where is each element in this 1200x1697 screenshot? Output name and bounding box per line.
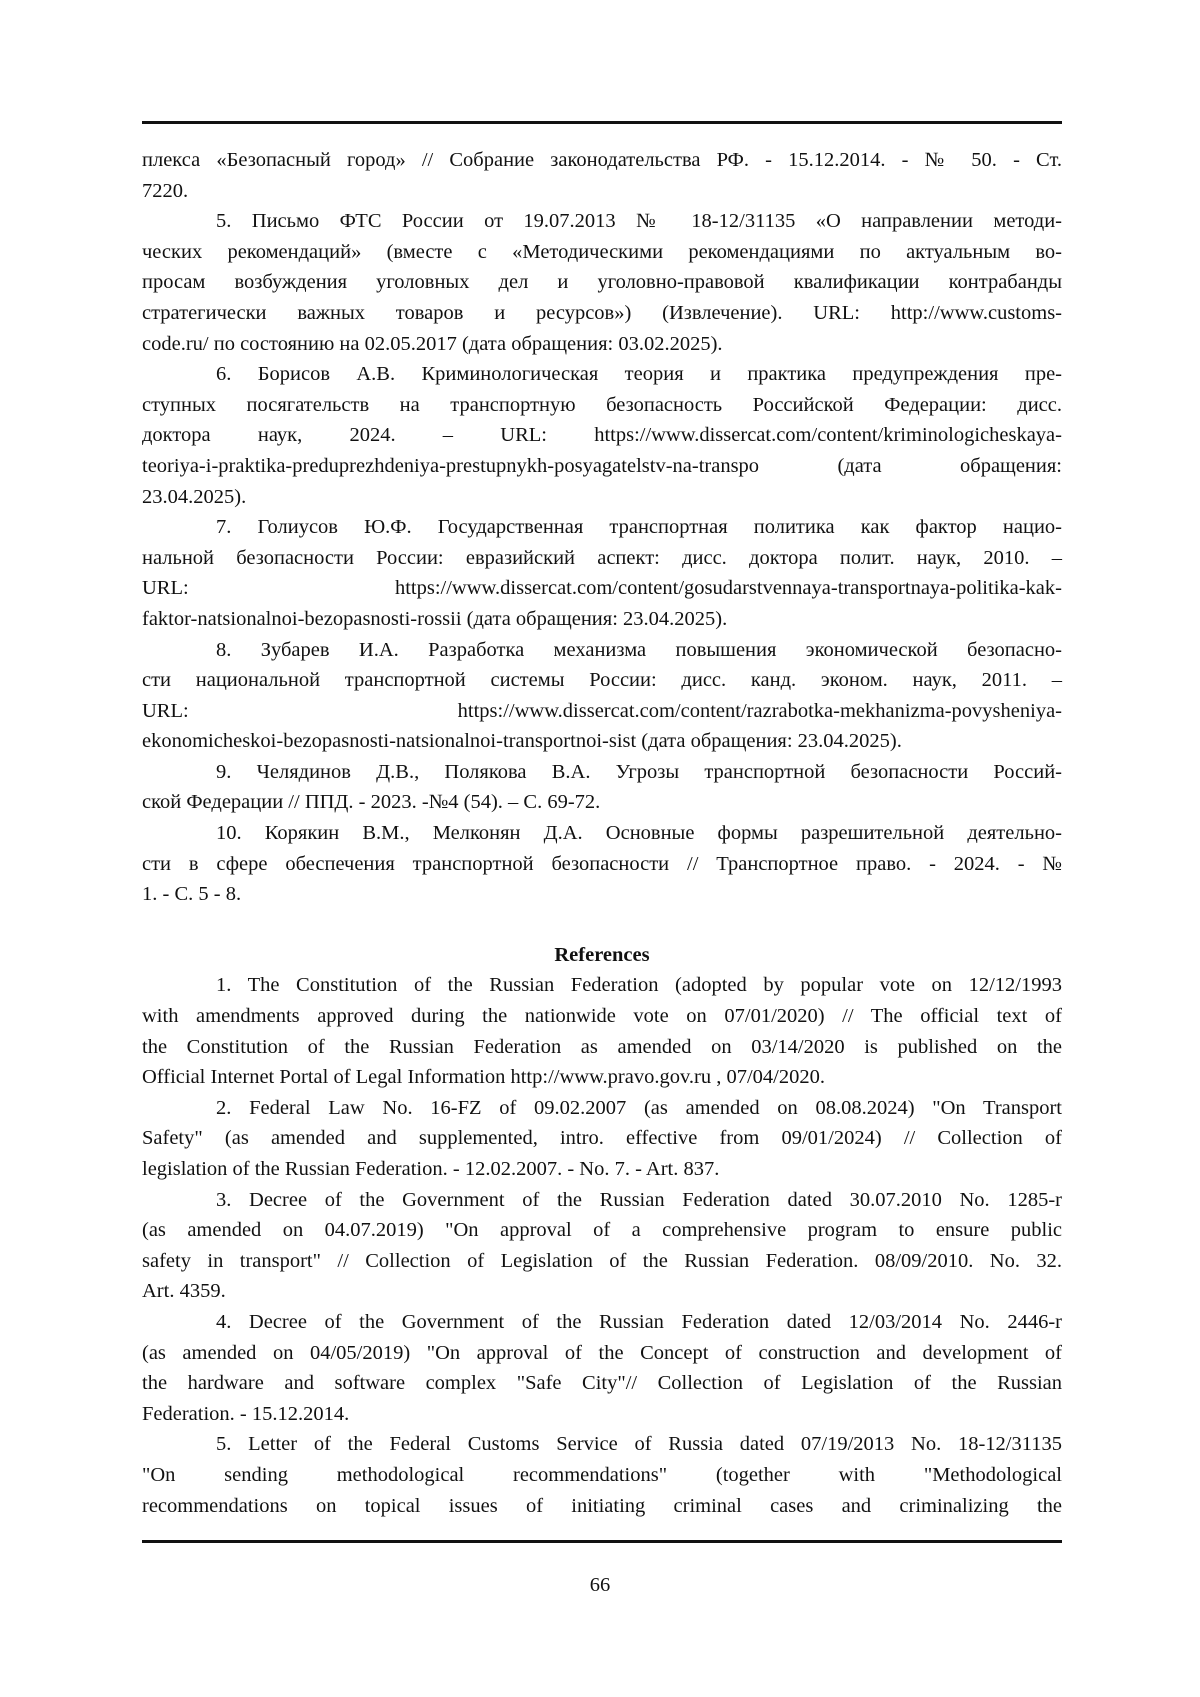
text-line: 4. Decree of the Government of the Russian Federation dated 12/03/2014 No. 2446-r: [142, 1307, 1062, 1338]
text-line: 5. Letter of the Federal Customs Service of Russia dated 07/19/2013 No. 18-12/31135: [142, 1429, 1062, 1460]
text-line: Art. 4359.: [142, 1276, 1062, 1307]
text-line: with amendments approved during the nationwide vote on 07/01/2020) // The official text of: [142, 1001, 1062, 1032]
footer-rule: [142, 1540, 1062, 1543]
reference-entry: [142, 359, 1062, 512]
page-content: [142, 145, 1062, 1521]
text-line: URL: https://www.dissercat.com/content/gosudarstvennaya-transportnaya-politika-kak-: [142, 573, 1062, 604]
text-line: 7220.: [142, 176, 1062, 207]
text-line: 2. Federal Law No. 16-FZ of 09.02.2007 (as amended on 08.08.2024) "On Transport: [142, 1093, 1062, 1124]
text-line: "On sending methodological recommendations" (together with "Methodological: [142, 1460, 1062, 1491]
reference-entry: [142, 1093, 1062, 1185]
reference-entry: [142, 512, 1062, 634]
text-line: Safety" (as amended and supplemented, intro. effective from 09/01/2024) // Collection of: [142, 1123, 1062, 1154]
reference-entry: [142, 635, 1062, 757]
text-line: Official Internet Portal of Legal Information http://www.pravo.gov.ru , 07/04/2020.: [142, 1062, 1062, 1093]
reference-entry: [142, 206, 1062, 359]
reference-entry: [142, 1429, 1062, 1521]
text-line: 23.04.2025).: [142, 482, 1062, 513]
text-line: сти национальной транспортной системы России: дисс. канд. эконом. наук, 2011. –: [142, 665, 1062, 696]
text-line: 10. Корякин В.М., Мелконян Д.А. Основные формы разрешительной деятельно-: [142, 818, 1062, 849]
text-line: 1. The Constitution of the Russian Federation (adopted by popular vote on 12/12/1993: [142, 970, 1062, 1001]
text-line: safety in transport" // Collection of Legislation of the Russian Federation. 08/09/2010. No. 32.: [142, 1246, 1062, 1277]
text-line: 9. Челядинов Д.В., Полякова В.А. Угрозы транспортной безопасности Россий-: [142, 757, 1062, 788]
bibliography-section: [142, 145, 1062, 910]
text-line: 1. - С. 5 - 8.: [142, 879, 1062, 910]
text-line: Federation. - 15.12.2014.: [142, 1399, 1062, 1430]
text-line: faktor-natsionalnoi-bezopasnosti-rossii (дата обращения: 23.04.2025).: [142, 604, 1062, 635]
text-line: recommendations on topical issues of initiating criminal cases and criminalizing the: [142, 1491, 1062, 1522]
text-line: teoriya-i-praktika-preduprezhdeniya-prestupnykh-posyagatelstv-na-transpo (дата обращения:: [142, 451, 1062, 482]
text-line: (as amended on 04.07.2019) "On approval of a comprehensive program to ensure public: [142, 1215, 1062, 1246]
text-line: 8. Зубарев И.А. Разработка механизма повышения экономической безопасно-: [142, 635, 1062, 666]
reference-entry: [142, 1185, 1062, 1307]
reference-entry: [142, 970, 1062, 1092]
text-line: нальной безопасности России: евразийский аспект: дисс. доктора полит. наук, 2010. –: [142, 543, 1062, 574]
text-line: (as amended on 04/05/2019) "On approval of the Concept of construction and development of: [142, 1338, 1062, 1369]
reference-entry: [142, 818, 1062, 910]
text-line: legislation of the Russian Federation. - 12.02.2007. - No. 7. - Art. 837.: [142, 1154, 1062, 1185]
text-line: стратегически важных товаров и ресурсов») (Извлечение). URL: http://www.customs-: [142, 298, 1062, 329]
text-line: ekonomicheskoi-bezopasnosti-natsionalnoi-transportnoi-sist (дата обращения: 23.04.2025).: [142, 726, 1062, 757]
text-line: просам возбуждения уголовных дел и уголовно-правовой квалификации контрабанды: [142, 267, 1062, 298]
header-rule: [142, 121, 1062, 124]
text-line: сти в сфере обеспечения транспортной безопасности // Транспортное право. - 2024. - №: [142, 849, 1062, 880]
text-line: 7. Голиусов Ю.Ф. Государственная транспортная политика как фактор нацио-: [142, 512, 1062, 543]
section-heading: References: [142, 940, 1062, 971]
text-line: the Constitution of the Russian Federation as amended on 03/14/2020 is published on the: [142, 1032, 1062, 1063]
text-line: 3. Decree of the Government of the Russian Federation dated 30.07.2010 No. 1285-r: [142, 1185, 1062, 1216]
reference-entry: [142, 757, 1062, 818]
text-line: доктора наук, 2024. – URL: https://www.dissercat.com/content/kriminologicheskaya-: [142, 420, 1062, 451]
text-line: ступных посягательств на транспортную безопасность Российской Федерации: дисс.: [142, 390, 1062, 421]
reference-entry: [142, 145, 1062, 206]
text-line: code.ru/ по состоянию на 02.05.2017 (дата обращения: 03.02.2025).: [142, 329, 1062, 360]
text-line: плекса «Безопасный город» // Собрание законодательства РФ. - 15.12.2014. - № 50. - Ст.: [142, 145, 1062, 176]
text-line: the hardware and software complex "Safe City"// Collection of Legislation of the Russian: [142, 1368, 1062, 1399]
text-line: 6. Борисов А.В. Криминологическая теория и практика предупреждения пре-: [142, 359, 1062, 390]
text-line: ской Федерации // ППД. - 2023. -№4 (54). – С. 69-72.: [142, 787, 1062, 818]
text-line: URL: https://www.dissercat.com/content/razrabotka-mekhanizma-povysheniya-: [142, 696, 1062, 727]
text-line: 5. Письмо ФТС России от 19.07.2013 № 18-12/31135 «О направлении методи-: [142, 206, 1062, 237]
references-section: [142, 940, 1062, 1521]
text-line: ческих рекомендаций» (вместе с «Методическими рекомендациями по актуальным во-: [142, 237, 1062, 268]
reference-entry: [142, 1307, 1062, 1429]
page-number: 66: [0, 1574, 1200, 1597]
